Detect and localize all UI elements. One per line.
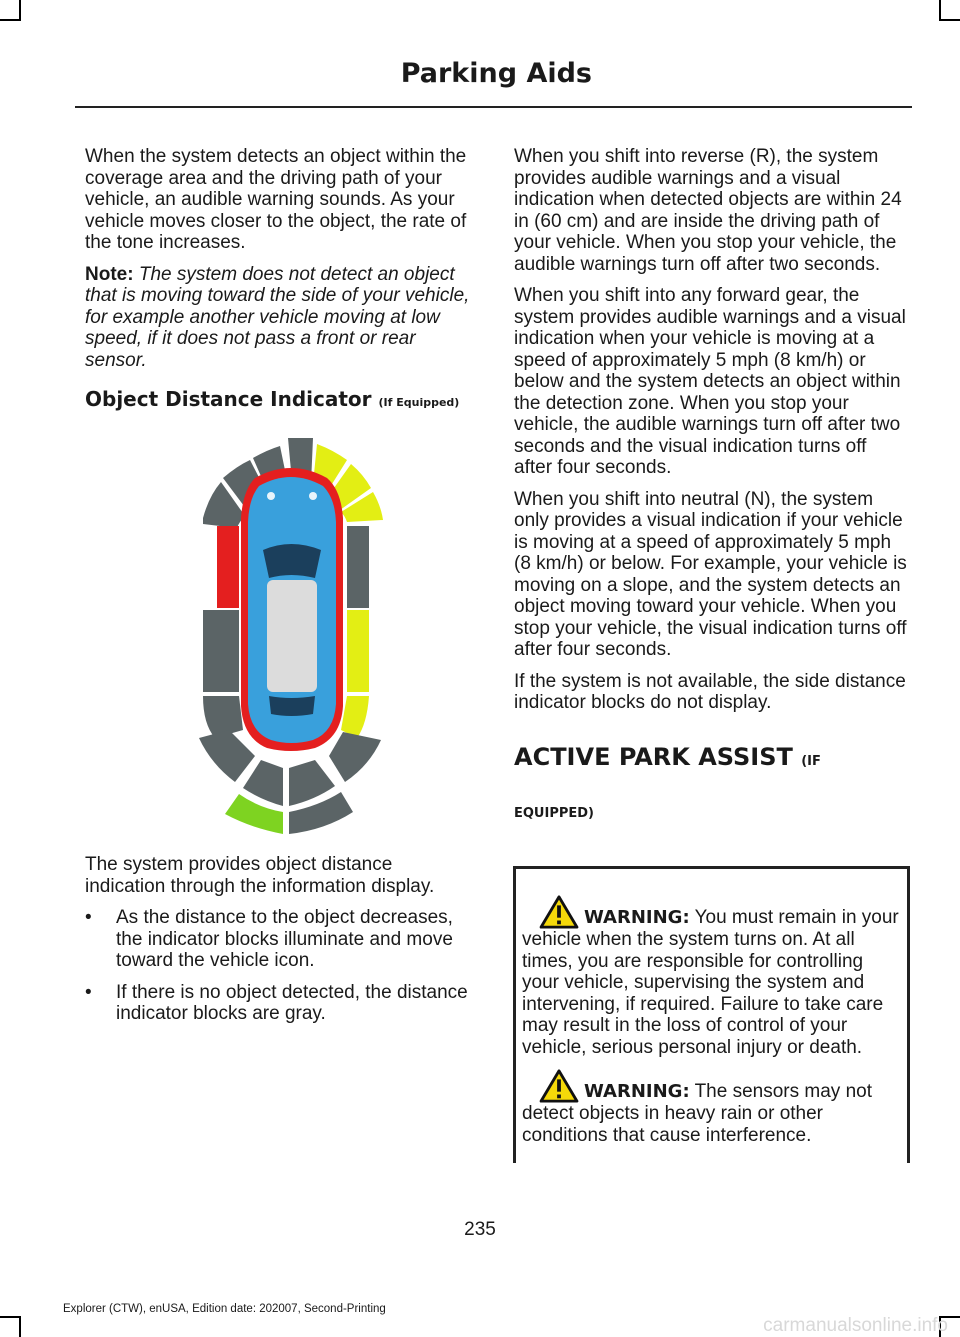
- sensor-block-gray: [243, 760, 283, 806]
- sensor-block-gray: [199, 730, 255, 782]
- vehicle-headlight: [267, 492, 275, 500]
- left-column-lower: [85, 854, 477, 1035]
- paragraph: When you shift into any forward gear, the system provides audible warnings and a visual indication when your vehicle is moving at a speed of approximately 5 mph (8 km/h) or below and the system detects an object within the detection zone. When you stop your vehicle, the audible warnings turn off after two seconds and the visual indication turns off after four seconds.: [514, 285, 906, 478]
- list-item: [85, 907, 477, 972]
- warning-triangle-icon: [538, 1069, 580, 1103]
- page-number: 235: [464, 1219, 496, 1240]
- paragraph: The system provides object distance indication through the information display.: [85, 854, 435, 897]
- list-item-text: If there is no object detected, the distance indicator blocks are gray.: [116, 981, 468, 1024]
- paragraph: When you shift into reverse (R), the system provides audible warnings and a visual indication when detected objects are within 24 in (60 cm) and are inside the driving path of your vehicle. When you stop your vehicle, the audible warnings turn off after two seconds.: [514, 146, 902, 275]
- warning: [522, 895, 900, 1058]
- sensor-block-gray: [329, 732, 381, 782]
- sensor-block-gray: [203, 610, 239, 692]
- section-title: ACTIVE PARK ASSIST: [514, 742, 793, 771]
- sensor-block-yellow: [341, 696, 369, 738]
- watermark: carmanualsonline.info: [763, 1315, 948, 1336]
- list-item: [85, 982, 477, 1025]
- parking-sensor-diagram: [195, 438, 385, 834]
- paragraph: If the system is not available, the side distance indicator blocks do not display.: [514, 670, 906, 713]
- section-title: Object Distance Indicator: [85, 387, 372, 411]
- sensor-block-red: [217, 526, 239, 608]
- warning-text: You must remain in your vehicle when the system turns on. At all times, you are responsible for controlling your vehicle, supervising the system and intervening, if required. Failure to take care may result in the loss of control of your vehicle, serious personal injury or death.: [522, 907, 899, 1058]
- paragraph: When the system detects an object within the coverage area and the driving path of your vehicle, an audible warning sounds. As your vehicle moves closer to the object, the rate of the tone increases.: [85, 146, 467, 253]
- section-qualifier: (If Equipped): [378, 396, 460, 409]
- warning-box: [513, 866, 910, 1163]
- warning: [522, 1069, 900, 1146]
- crop-mark: [939, 0, 941, 21]
- warning-text: The sensors may not detect objects in heavy rain or other conditions that cause interference.: [522, 1081, 872, 1146]
- list-item-text: As the distance to the object decreases, the indicator blocks illuminate and move toward the vehicle icon.: [116, 907, 453, 971]
- left-column: [85, 146, 477, 414]
- crop-mark: [0, 19, 19, 21]
- vehicle-rear-window: [269, 696, 315, 716]
- crop-mark: [0, 1316, 21, 1318]
- warning-label: WARNING:: [584, 907, 690, 928]
- vehicle-icon: [241, 468, 343, 751]
- header-divider: [75, 106, 912, 108]
- section-heading-object-distance: [85, 389, 477, 414]
- section-qualifier: (IF: [801, 753, 821, 769]
- sensor-block-yellow: [347, 610, 369, 692]
- vehicle-roof: [267, 580, 317, 692]
- warning-label: WARNING:: [584, 1081, 690, 1102]
- section-qualifier: EQUIPPED): [514, 805, 594, 821]
- note-label: Note:: [85, 263, 134, 285]
- sensor-block-gray: [289, 760, 335, 806]
- crop-mark: [939, 19, 960, 21]
- crop-mark: [19, 1316, 21, 1337]
- footer-edition: Explorer (CTW), enUSA, Edition date: 202007, Second-Printing: [63, 1303, 386, 1315]
- sensor-block-gray: [347, 526, 369, 608]
- section-heading-active-park-assist: [514, 744, 908, 827]
- warning-triangle-icon: [538, 895, 580, 929]
- page-title: Parking Aids: [400, 58, 592, 89]
- crop-mark: [19, 0, 21, 21]
- bullet-mark: •: [85, 981, 92, 1003]
- vehicle-windshield: [263, 544, 321, 578]
- bullet-mark: •: [85, 907, 92, 928]
- vehicle-headlight: [309, 492, 317, 500]
- note: [85, 264, 477, 372]
- paragraph: When you shift into neutral (N), the system only provides a visual indication if your vehicle is moving at a speed of approximately 5 mph (8 km/h) or below. For example, your vehicle is moving on a slope, and the system detects an object moving toward your vehicle. When you stop your vehicle, the visual indication turns off after four seconds.: [514, 488, 907, 660]
- right-column: [514, 146, 908, 827]
- diagram-svg: [195, 438, 385, 834]
- note-text: The system does not detect an object that is moving toward the side of your vehicle, for example another vehicle moving at low speed, if it does not pass a front or rear sensor.: [85, 263, 470, 371]
